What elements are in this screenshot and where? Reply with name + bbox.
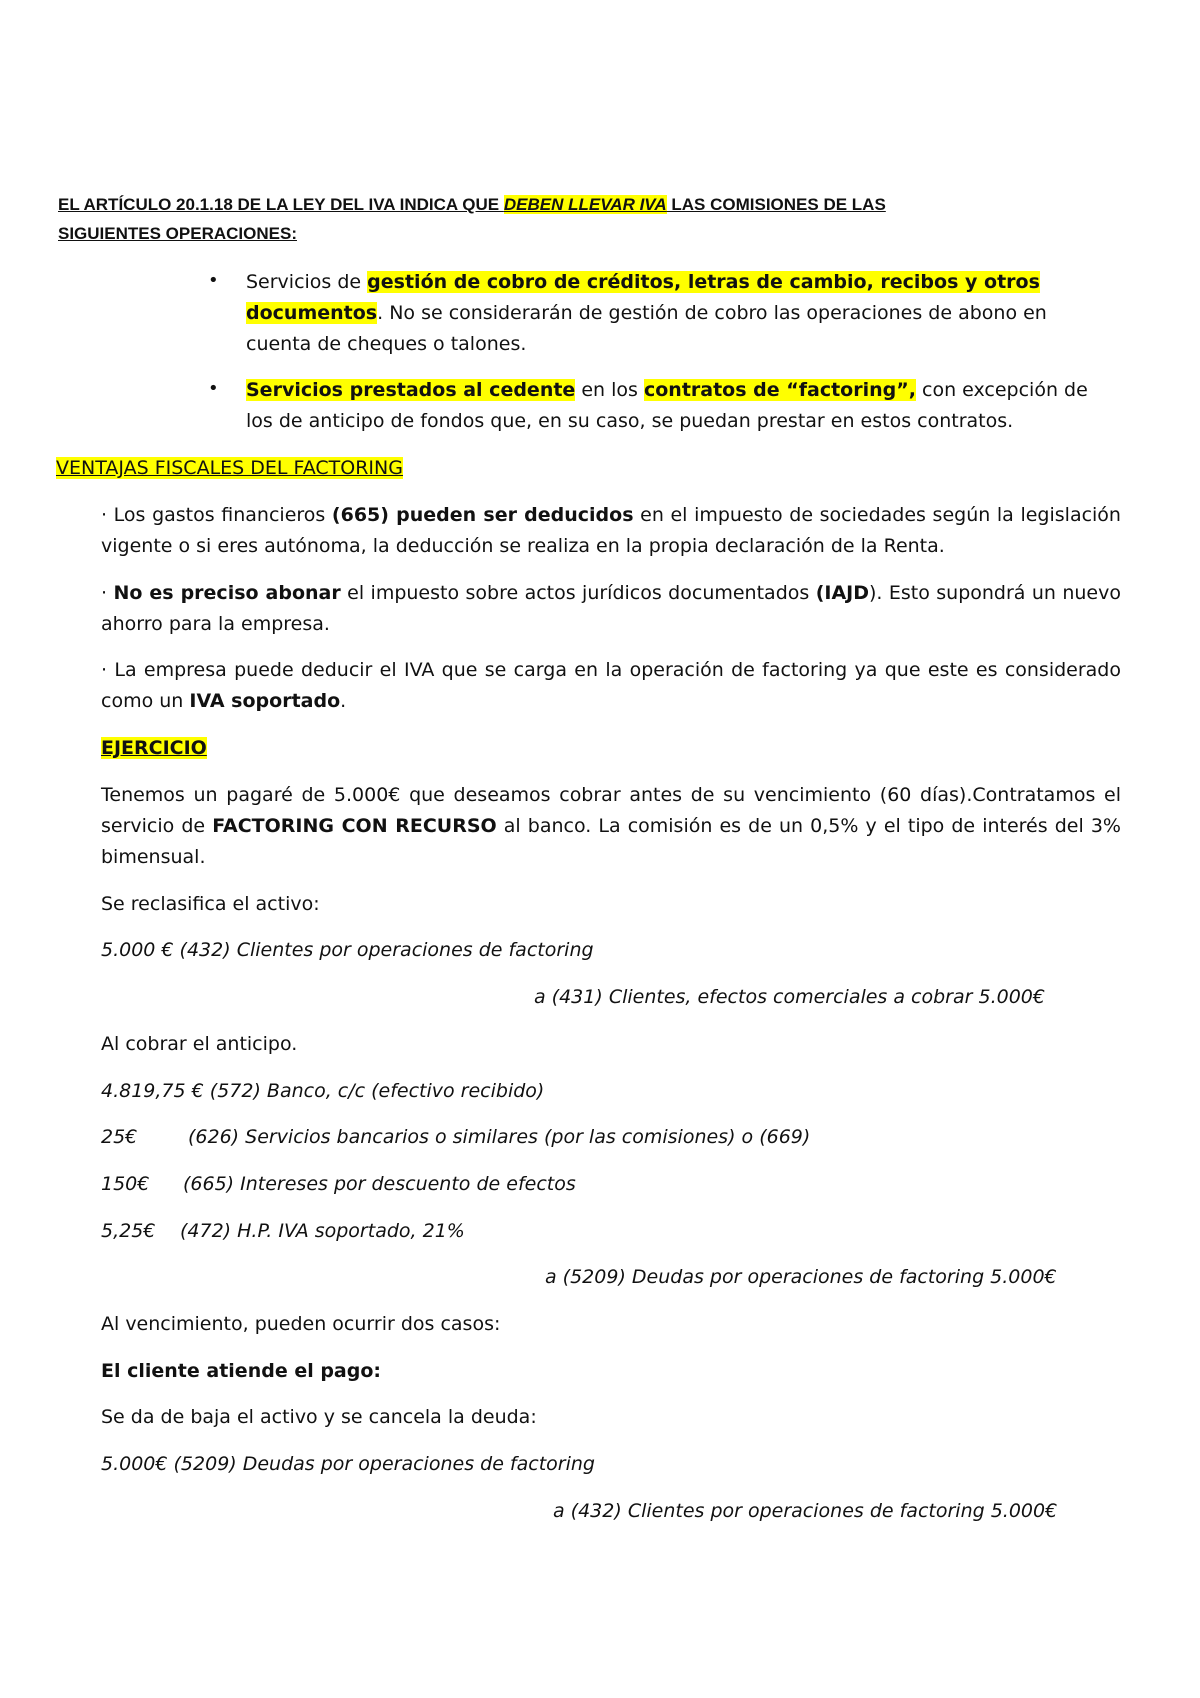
text: al banco. La comisión es de un 0,5% y el tipo de interés del 3%: [496, 815, 1121, 837]
asiento3-haber: a (432) Clientes por operaciones de factoring 5.000€: [553, 1500, 1058, 1522]
text: .: [340, 690, 347, 712]
ventajas-title: [56, 455, 403, 481]
bullet1-text2: . No se considerarán de gestión de cobro las operaciones de abono en: [377, 302, 1047, 324]
bullet-icon: •: [208, 378, 219, 399]
ventajas-p1-line1: [101, 502, 1121, 528]
asiento1-debe: 5.000 € (432) Clientes por operaciones de factoring: [101, 939, 594, 961]
asiento2-line2-text: (626) Servicios bancarios o similares (por las comisiones) o (669): [188, 1126, 811, 1148]
article-heading-line2: SIGUIENTES OPERACIONES:: [58, 224, 297, 243]
bullet2-line1: [246, 377, 1088, 403]
bullet1-line2: [246, 300, 1047, 326]
bold-text: FACTORING CON RECURSO: [212, 815, 497, 837]
asiento2-line2-amount: 25€: [101, 1126, 138, 1148]
baja-text: Se da de baja el activo y se cancela la deuda:: [101, 1406, 537, 1428]
reclasifica-text: Se reclasifica el activo:: [101, 893, 320, 915]
bullet2-highlight2: contratos de “factoring”,: [643, 379, 916, 401]
article-heading: [58, 192, 886, 218]
text: como un: [101, 690, 190, 712]
asiento2-haber: a (5209) Deudas por operaciones de factoring 5.000€: [545, 1266, 1057, 1288]
ejercicio-title: [101, 735, 207, 761]
ejercicio-intro-line3: bimensual.: [101, 846, 206, 868]
asiento3-debe: 5.000€ (5209) Deudas por operaciones de factoring: [101, 1453, 595, 1475]
bullet2-line2: los de anticipo de fondos que, en su caso, se puedan prestar en estos contratos.: [246, 410, 1014, 432]
ejercicio-intro-line1: Tenemos un pagaré de 5.000€ que deseamos cobrar antes de su vencimiento (60 días).Contratamos el: [101, 784, 1121, 806]
bullet1-line3: cuenta de cheques o talones.: [246, 333, 527, 355]
asiento2-line1: 4.819,75 € (572) Banco, c/c (efectivo recibido): [101, 1080, 545, 1102]
bullet2-highlight1: Servicios prestados al cedente: [246, 379, 576, 401]
bullet1-text: Servicios de: [246, 271, 368, 293]
ventajas-p2-line2: ahorro para la empresa.: [101, 613, 330, 635]
ventajas-p2-line1: [101, 580, 1121, 606]
bullet2-text2: con excepción de: [915, 379, 1088, 401]
text: el impuesto sobre actos jurídicos documentados: [340, 582, 816, 604]
asiento2-line4-amount: 5,25€: [101, 1220, 156, 1242]
vencimiento-text: Al vencimiento, pueden ocurrir dos casos:: [101, 1313, 501, 1335]
asiento2-line4-text: (472) H.P. IVA soportado, 21%: [180, 1220, 465, 1242]
bullet1-line1: [246, 269, 1040, 295]
ventajas-p1-line2: vigente o si eres autónoma, la deducción se realiza en la propia declaración de la Renta.: [101, 535, 945, 557]
text: en el impuesto de sociedades según la legislación: [633, 504, 1121, 526]
bold-text: IVA soportado: [189, 690, 341, 712]
bullet1-highlight: gestión de cobro de créditos, letras de cambio, recibos y otros: [367, 271, 1040, 293]
ventajas-title-text: VENTAJAS FISCALES DEL FACTORING: [56, 457, 403, 479]
asiento2-line3-amount: 150€: [101, 1173, 150, 1195]
bold-text: No es preciso abonar: [113, 582, 341, 604]
heading-part2: LAS COMISIONES DE LAS: [666, 195, 886, 214]
ventajas-p3-line2: [101, 688, 346, 714]
text: ). Esto supondrá un nuevo: [869, 582, 1121, 604]
heading-highlight: DEBEN LLEVAR IVA: [503, 195, 667, 214]
bullet-icon: •: [208, 270, 219, 291]
ventajas-p3-line1: · La empresa puede deducir el IVA que se carga en la operación de factoring ya que este es considerado: [101, 659, 1121, 681]
text: servicio de: [101, 815, 213, 837]
bold-text: (665) pueden ser deducidos: [331, 504, 634, 526]
bullet1-highlight2: documentos: [246, 302, 378, 324]
bold-text: (IAJD: [815, 582, 869, 604]
cobrar-text: Al cobrar el anticipo.: [101, 1033, 298, 1055]
ejercicio-intro-line2: [101, 813, 1121, 839]
ejercicio-title-text: EJERCICIO: [101, 737, 207, 759]
heading-part1: EL ARTÍCULO 20.1.18 DE LA LEY DEL IVA INDICA QUE: [58, 195, 504, 214]
asiento1-haber: a (431) Clientes, efectos comerciales a cobrar 5.000€: [534, 986, 1045, 1008]
text: ·: [101, 582, 114, 604]
text: · Los gastos financieros: [101, 504, 332, 526]
caso1-heading: El cliente atiende el pago:: [101, 1360, 382, 1382]
asiento2-line3-text: (665) Intereses por descuento de efectos: [183, 1173, 576, 1195]
bullet2-text: en los: [575, 379, 644, 401]
